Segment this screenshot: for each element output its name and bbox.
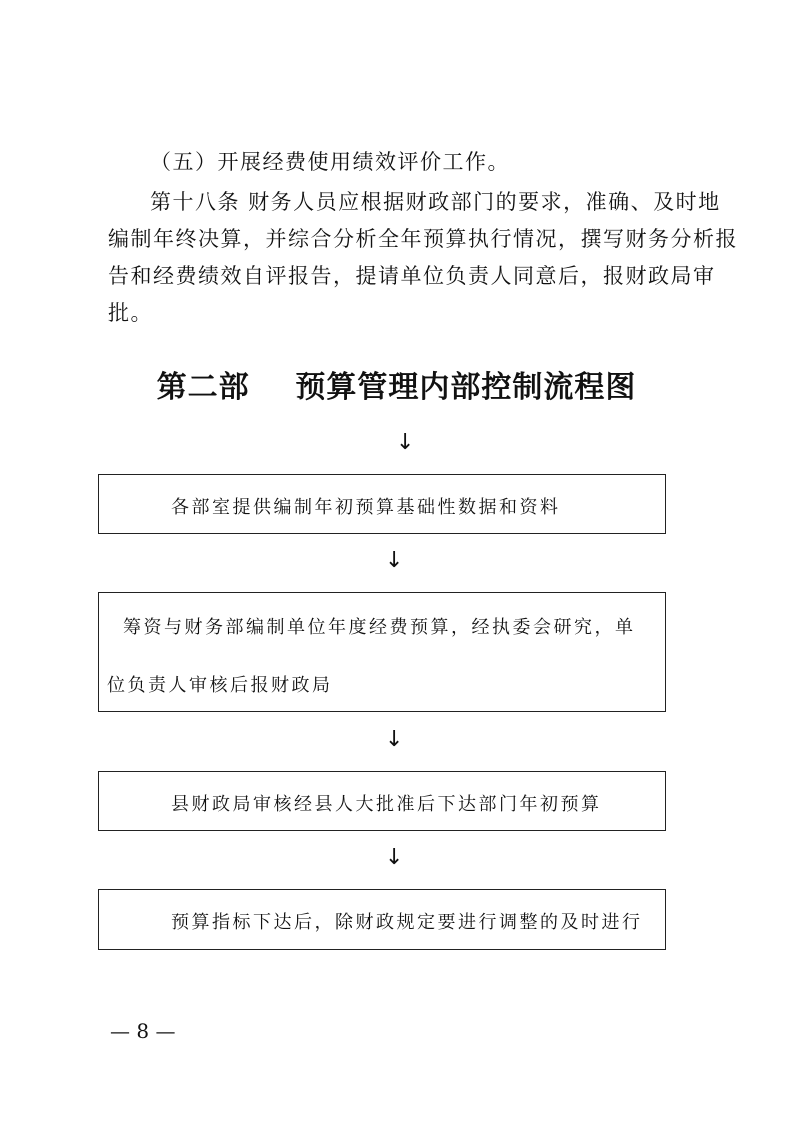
flow-arrow-down-icon: ↓ [385, 727, 404, 752]
paragraph-line: 批。 [108, 301, 153, 325]
paragraph-line: 编制年终决算，并综合分析全年预算执行情况，撰写财务分析报 [108, 227, 738, 251]
flow-arrow-down-icon: ↓ [396, 430, 415, 455]
paragraph-line: 第十八条 财务人员应根据财政部门的要求，准确、及时地 [150, 190, 721, 214]
flowchart-step-label: 县财政局审核经县人大批准后下达部门年初预算 [171, 794, 602, 815]
flow-arrow-down-icon: ↓ [385, 548, 404, 573]
flowchart-step-label: 各部室提供编制年初预算基础性数据和资料 [171, 497, 561, 518]
flowchart-step-1 [98, 474, 666, 534]
page-number: — 8 — [110, 1019, 176, 1043]
paragraph-article-18 [108, 184, 738, 332]
paragraph-line: （五）开展经费使用绩效评价工作。 [150, 150, 510, 174]
flowchart-step-label: 预算指标下达后，除财政规定要进行调整的及时进行 [171, 912, 643, 933]
flowchart-step-label: 位负责人审核后报财政局 [107, 675, 333, 696]
flowchart-step-2 [98, 592, 666, 712]
paragraph-line: 告和经费绩效自评报告，提请单位负责人同意后，报财政局审 [108, 264, 716, 288]
section-title: 第二部 预算管理内部控制流程图 [156, 370, 637, 405]
flowchart-step-4 [98, 889, 666, 950]
flow-arrow-down-icon: ↓ [385, 845, 404, 870]
flowchart-step-label: 筹资与财务部编制单位年度经费预算，经执委会研究，单 [123, 617, 636, 638]
flowchart-step-3 [98, 771, 666, 831]
paragraph-item-5 [108, 144, 688, 181]
